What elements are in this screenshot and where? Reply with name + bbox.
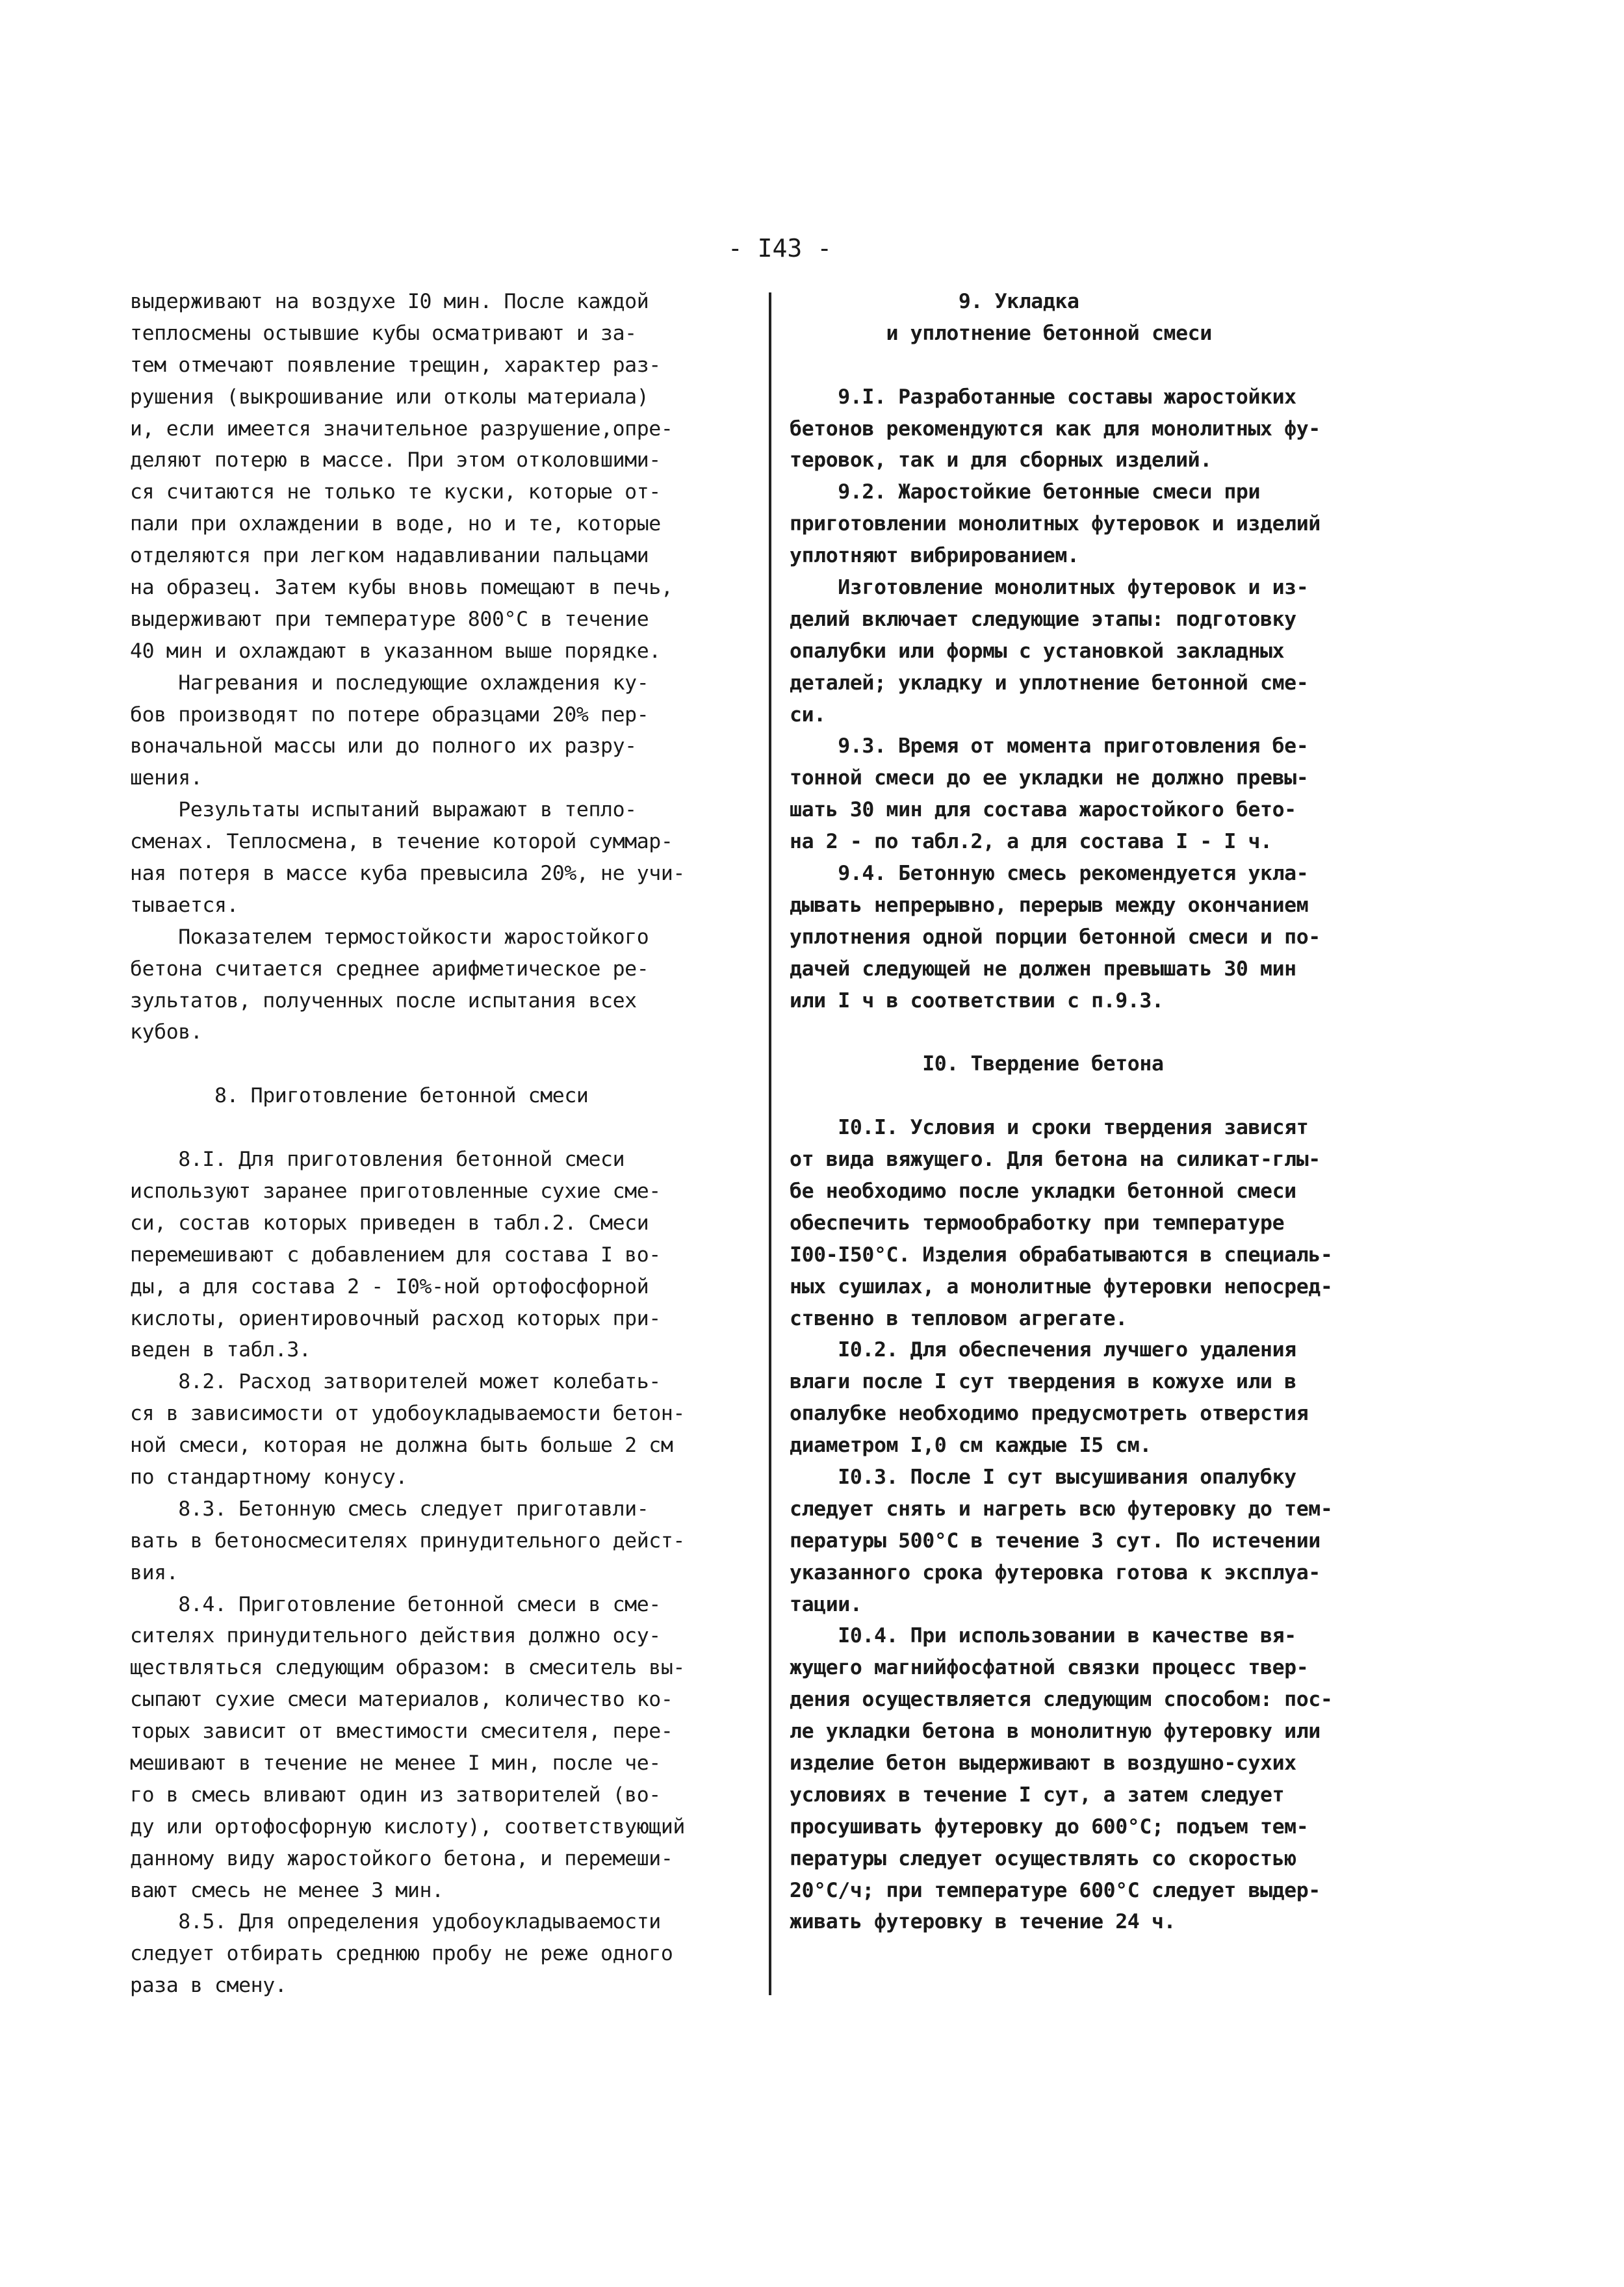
- left-column-line: зультатов, полученных после испытания всех: [130, 988, 637, 1013]
- left-column-line: бетона считается среднее арифметическое ре-: [130, 957, 649, 981]
- left-column-line: тывается.: [130, 893, 239, 917]
- right-column-line: 9.3. Время от момента приготовления бе-: [790, 734, 1309, 758]
- left-column-line: отделяются при легком надавливании пальцами: [130, 544, 649, 568]
- right-column-line: I0.3. После I сут высушивания опалубку: [790, 1465, 1296, 1489]
- right-column-line: от вида вяжущего. Для бетона на силикат-глы-: [790, 1148, 1321, 1172]
- right-column-line: приготовлении монолитных футеровок и изделий: [790, 512, 1321, 536]
- right-column-line: 20°С/ч; при температуре 600°С следует выдер-: [790, 1878, 1321, 1902]
- left-column-line: воначальной массы или до полного их разру-: [130, 734, 637, 758]
- left-column-line: ной смеси, которая не должна быть больше 2 см: [130, 1434, 673, 1458]
- left-column-line: пали при охлаждении в воде, но и те, которые: [130, 512, 661, 536]
- left-column-line: ды, а для состава 2 - I0%-ной ортофосфорной: [130, 1274, 649, 1299]
- right-column-line: I00-I50°С. Изделия обрабатываются в специаль-: [790, 1243, 1333, 1267]
- left-column-line: Результаты испытаний выражают в тепло-: [130, 798, 637, 822]
- left-column-line: ществляться следующим образом: в смеситель вы-: [130, 1656, 685, 1680]
- left-column-line: ся в зависимости от удобоукладываемости бетон-: [130, 1402, 685, 1426]
- left-column-line: сыпают сухие смеси материалов, количество ко-: [130, 1688, 673, 1712]
- left-column-line: ся считаются не только те куски, которые от-: [130, 480, 661, 504]
- right-column-line: дачей следующей не должен превышать 30 мин: [790, 957, 1296, 981]
- left-column-line: сителях принудительного действия должно осу-: [130, 1624, 661, 1648]
- right-column-line: или I ч в соответствии с п.9.3.: [790, 988, 1164, 1013]
- right-column-line: 9.2. Жаростойкие бетонные смеси при: [790, 480, 1261, 504]
- right-column-line: жущего магнийфосфатной связки процесс твер-: [790, 1656, 1309, 1680]
- right-column-line: тации.: [790, 1592, 862, 1616]
- right-column-line: живать футеровку в течение 24 ч.: [790, 1910, 1176, 1934]
- left-column-line: 8.4. Приготовление бетонной смеси в сме-: [130, 1592, 661, 1616]
- left-column-line: используют заранее приготовленные сухие сме-: [130, 1179, 661, 1203]
- left-column-line: сменах. Теплосмена, в течение которой суммар-: [130, 830, 673, 854]
- right-column-line: си.: [790, 703, 826, 727]
- right-column-line: [790, 350, 1413, 381]
- left-column-line: 8. Приготовление бетонной смеси: [130, 1084, 589, 1108]
- left-column-line: раза в смену.: [130, 1974, 287, 1998]
- page-number: - I43 -: [727, 234, 832, 263]
- left-column-line: шения.: [130, 766, 203, 790]
- left-column-line: выдерживают на воздухе I0 мин. После каждой: [130, 290, 649, 313]
- right-column-line: 9.I. Разработанные составы жаростойких: [790, 385, 1296, 409]
- left-column-line: тем отмечают появление трещин, характер раз-: [130, 353, 661, 377]
- right-column-line: условиях в течение I сут, а затем следует: [790, 1783, 1285, 1807]
- left-column-line: торых зависит от вместимости смесителя, пере-: [130, 1720, 673, 1744]
- right-column-line: на 2 - по табл.2, а для состава I - I ч.: [790, 830, 1272, 854]
- right-column-line: бетонов рекомендуются как для монолитных фу-: [790, 417, 1321, 441]
- right-column-line: ле укладки бетона в монолитную футеровку или: [790, 1720, 1321, 1744]
- right-column-line: пературы следует осуществлять со скоростью: [790, 1846, 1296, 1870]
- left-column-line: го в смесь вливают один из затворителей (во-: [130, 1783, 661, 1807]
- right-column: [790, 286, 1413, 1938]
- left-column-line: Нагревания и последующие охлаждения ку-: [130, 671, 649, 695]
- right-column-line: дывать непрерывно, перерыв между окончанием: [790, 893, 1309, 917]
- left-column-line: на образец. Затем кубы вновь помещают в печь,: [130, 576, 673, 600]
- right-column-line: тонной смеси до ее укладки не должно превы-: [790, 766, 1309, 790]
- left-column-line: следует отбирать среднюю пробу не реже одного: [130, 1942, 673, 1966]
- left-column-line: 8.3. Бетонную смесь следует приготавли-: [130, 1497, 649, 1521]
- left-column-line: Показателем термостойкости жаростойкого: [130, 925, 649, 949]
- right-column-line: обеспечить термообработку при температуре: [790, 1211, 1285, 1235]
- right-column-line: [790, 1080, 1413, 1112]
- right-column-line: [790, 1016, 1413, 1048]
- left-column-line: си, состав которых приведен в табл.2. Смеси: [130, 1211, 649, 1235]
- right-column-line: уплотнения одной порции бетонной смеси и по-: [790, 925, 1321, 949]
- right-column-line: 9. Укладка: [790, 290, 1079, 313]
- right-column-line: ственно в тепловом агрегате.: [790, 1306, 1128, 1330]
- left-column-line: по стандартному конусу.: [130, 1465, 407, 1489]
- right-column-line: шать 30 мин для состава жаростойкого бето-: [790, 798, 1296, 822]
- left-column-line: 8.2. Расход затворителей может колебать-: [130, 1370, 661, 1394]
- right-column-line: опалубки или формы с установкой закладных: [790, 639, 1285, 663]
- right-column-line: ных сушилах, а монолитные футеровки непосред-: [790, 1274, 1333, 1299]
- left-column-line: деляют потерю в массе. При этом отколовшими-: [130, 448, 661, 472]
- left-column-line: мешивают в течение не менее I мин, после че-: [130, 1751, 661, 1775]
- left-column-line: вия.: [130, 1560, 179, 1584]
- left-column-line: 40 мин и охлаждают в указанном выше порядке.: [130, 639, 661, 663]
- left-column-line: 8.I. Для приготовления бетонной смеси: [130, 1148, 625, 1172]
- left-column-line: теплосмены остывшие кубы осматривают и за-: [130, 321, 637, 345]
- right-column-line: просушивать футеровку до 600°С; подъем тем-: [790, 1815, 1309, 1839]
- left-column-line: бов производят по потере образцами 20% пер-: [130, 703, 649, 727]
- right-column-line: делий включает следующие этапы: подготовку: [790, 607, 1296, 631]
- right-column-line: следует снять и нагреть всю футеровку до тем-: [790, 1497, 1333, 1521]
- right-column-line: 9.4. Бетонную смесь рекомендуется укла-: [790, 862, 1309, 886]
- right-column-line: пературы 500°С в течение 3 сут. По истечении: [790, 1529, 1321, 1553]
- left-column-line: вать в бетоносмесителях принудительного дейст-: [130, 1529, 685, 1553]
- left-column-line: вают смесь не менее 3 мин.: [130, 1878, 444, 1902]
- right-column-line: указанного срока футеровка готова к эксплуа-: [790, 1560, 1321, 1584]
- left-column-line: [130, 1048, 754, 1080]
- left-column-line: ная потеря в массе куба превысила 20%, не учи-: [130, 862, 685, 886]
- right-column-line: I0.2. Для обеспечения лучшего удаления: [790, 1338, 1296, 1362]
- left-column-line: 8.5. Для определения удобоукладываемости: [130, 1910, 661, 1934]
- right-column-line: опалубке необходимо предусмотреть отверстия: [790, 1402, 1309, 1426]
- left-column-line: рушения (выкрошивание или отколы материала): [130, 385, 649, 409]
- left-column-line: выдерживают при температуре 800°С в течение: [130, 607, 649, 631]
- right-column-line: теровок, так и для сборных изделий.: [790, 448, 1212, 472]
- left-column-line: кислоты, ориентировочный расход которых при-: [130, 1306, 661, 1330]
- right-column-line: уплотняют вибрированием.: [790, 544, 1079, 568]
- left-column-line: [130, 1112, 754, 1144]
- right-column-line: деталей; укладку и уплотнение бетонной сме-: [790, 671, 1309, 695]
- right-column-line: диаметром I,0 см каждые I5 см.: [790, 1434, 1152, 1458]
- left-column-line: перемешивают с добавлением для состава I во-: [130, 1243, 661, 1267]
- right-column-line: и уплотнение бетонной смеси: [790, 321, 1212, 345]
- right-column-line: I0.I. Условия и сроки твердения зависят: [790, 1116, 1309, 1140]
- right-column-line: Изготовление монолитных футеровок и из-: [790, 576, 1309, 600]
- left-column-line: и, если имеется значительное разрушение,опре-: [130, 417, 673, 441]
- right-column-line: I0.4. При использовании в качестве вя-: [790, 1624, 1296, 1648]
- column-divider: [769, 292, 771, 1995]
- left-column-line: кубов.: [130, 1020, 203, 1044]
- right-column-line: дения осуществляется следующим способом: пос-: [790, 1688, 1333, 1712]
- left-column: [130, 286, 754, 2002]
- right-column-line: бе необходимо после укладки бетонной смеси: [790, 1179, 1296, 1203]
- right-column-line: влаги после I сут твердения в кожухе или в: [790, 1370, 1296, 1394]
- right-column-line: I0. Твердение бетона: [790, 1052, 1164, 1076]
- right-column-line: изделие бетон выдерживают в воздушно-сухих: [790, 1751, 1296, 1775]
- left-column-line: ду или ортофосфорную кислоту), соответствующий: [130, 1815, 685, 1839]
- left-column-line: веден в табл.3.: [130, 1338, 311, 1362]
- left-column-line: данному виду жаростойкого бетона, и перемеши-: [130, 1846, 673, 1870]
